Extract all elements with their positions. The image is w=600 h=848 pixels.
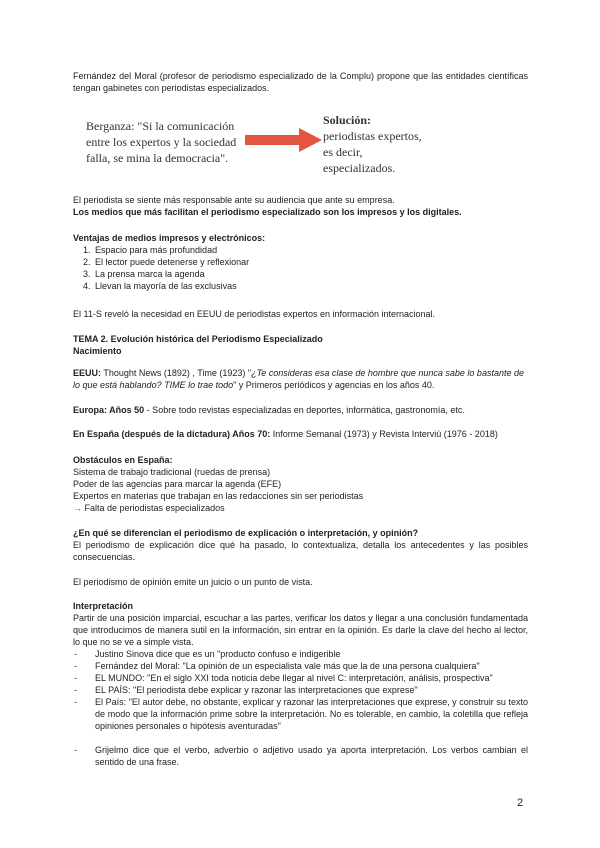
interpretacion-list: [73, 648, 528, 732]
opinion-paragraph: El periodismo de opinión emite un juicio o un punto de vista.: [73, 577, 313, 587]
list-item: - Justino Sinova dice que es un "producto confuso e indigerible: [73, 648, 528, 660]
paragraph-eeuu: [73, 367, 528, 391]
list-item: - EL MUNDO: "En el siglo XXI toda noticia debe llegar al nivel C: interpretación, análisis, prospectiva": [73, 672, 528, 684]
solution-title: Solución:: [323, 113, 372, 127]
paragraph-medios: Los medios que más facilitan el periodismo especializado son los impresos y los digitales.: [73, 207, 462, 217]
solution-line: periodistas expertos,: [323, 129, 422, 143]
quote-box: [86, 118, 236, 166]
eeuu-text-end: " y Primeros periódicos y agencias en los años 40.: [233, 380, 435, 390]
ventajas-list: [73, 244, 533, 292]
obstaculos-heading: Obstáculos en España:: [73, 455, 173, 465]
europa-text: - Sobre todo revistas especializadas en deportes, informática, gastronomía, etc.: [144, 405, 465, 415]
solution-box: [323, 112, 422, 176]
obstaculo-item: [73, 502, 225, 514]
list-item: - Fernández del Moral: "La opinión de un especialista vale más que la de una persona cualquiera": [73, 660, 528, 672]
interpretacion-paragraph: Partir de una posición imparcial, escuchar a las partes, verificar los datos y llegar a una conclusión fundamentada que introducimos de manera sutil en la información, sin entrar en la opinión. Es darle la clave del hecho al lector, lo que no se ve a simple vista.: [73, 613, 528, 647]
obstaculo-last: Falta de periodistas especializados: [82, 503, 225, 513]
list-item: 2. El lector puede detenerse y reflexionar: [93, 256, 533, 268]
ventajas-heading: Ventajas de medios impresos y electrónicos:: [73, 233, 266, 243]
paragraph-espana: [73, 428, 498, 440]
quote-line: Berganza: "Si la comunicación: [86, 119, 235, 133]
solution-line: es decir,: [323, 145, 363, 159]
right-arrow-icon: [245, 128, 323, 152]
eeuu-label: EEUU:: [73, 368, 102, 378]
obstaculo-item: Poder de las agencias para marcar la agenda (EFE): [73, 479, 282, 489]
page-number: 2: [517, 797, 524, 809]
obstaculo-item: Expertos en materias que trabajan en las redacciones sin ser periodistas: [73, 491, 364, 501]
eeuu-italic: ¿Te consideras esa clase de hombre que nunca sabe lo bastante de lo que está hablando? TIME lo trae todo: [73, 368, 524, 390]
right-arrow-glyph-icon: →: [73, 503, 82, 513]
diferencia-paragraph: El periodismo de explicación dice qué ha pasado, lo contextualiza, detalla los antecedentes y las posibles consecuencias.: [73, 540, 528, 562]
eeuu-text: Thought News (1892) , Time (1923) ": [101, 368, 252, 378]
quote-line: entre los expertos y la sociedad: [86, 135, 237, 149]
paragraph-11s: El 11-S reveló la necesidad en EEUU de periodistas expertos en información internacional.: [73, 309, 436, 319]
interpretacion-heading: Interpretación: [73, 601, 134, 611]
document-page: [73, 62, 528, 767]
paragraph-responsabilidad: El periodista se siente más responsable ante su audiencia que ante su empresa.: [73, 195, 395, 205]
europa-label: Europa: Años 50: [73, 405, 145, 415]
intro-paragraph: Fernández del Moral (profesor de periodismo especializado de la Complu) propone que las entidades científicas tengan gabinetes con periodistas especializados.: [73, 71, 528, 93]
espana-label: En España (después de la dictadura) Años 70:: [73, 429, 271, 439]
obstaculo-item: Sistema de trabajo tradicional (ruedas de prensa): [73, 467, 271, 477]
diferencia-heading: ¿En qué se diferencian el periodismo de explicación o interpretación, y opinión?: [73, 528, 419, 538]
solution-line: especializados.: [323, 161, 396, 175]
list-item: - El País: "El autor debe, no obstante, explicar y razonar las interpretaciones que exprese, y construir su texto de modo que la información prime sobre la interpretación. No es tolerable, en cambio, la coletilla que refleja opiniones personales o hipótesis aventuradas": [73, 696, 528, 732]
espana-text: Informe Semanal (1973) y Revista Interviú (1976 - 2018): [270, 429, 498, 439]
list-item: 3. La prensa marca la agenda: [93, 268, 533, 280]
paragraph-europa: [73, 404, 465, 416]
quote-line: falla, se mina la democracia".: [86, 151, 229, 165]
list-item: - Grijelmo dice que el verbo, adverbio o adjetivo usado ya aporta interpretación. Los verbos cambian el sentido de una frase.: [73, 744, 528, 768]
tema-subtitle: Nacimiento: [73, 346, 122, 356]
list-item: - EL PAÍS: "El periodista debe explicar y razonar las interpretaciones que exprese": [73, 684, 528, 696]
tema-title: TEMA 2. Evolución histórica del Periodismo Especializado: [73, 334, 323, 344]
list-item: 4. Llevan la mayoría de las exclusivas: [93, 280, 533, 292]
list-item: 1. Espacio para más profundidad: [93, 244, 533, 256]
